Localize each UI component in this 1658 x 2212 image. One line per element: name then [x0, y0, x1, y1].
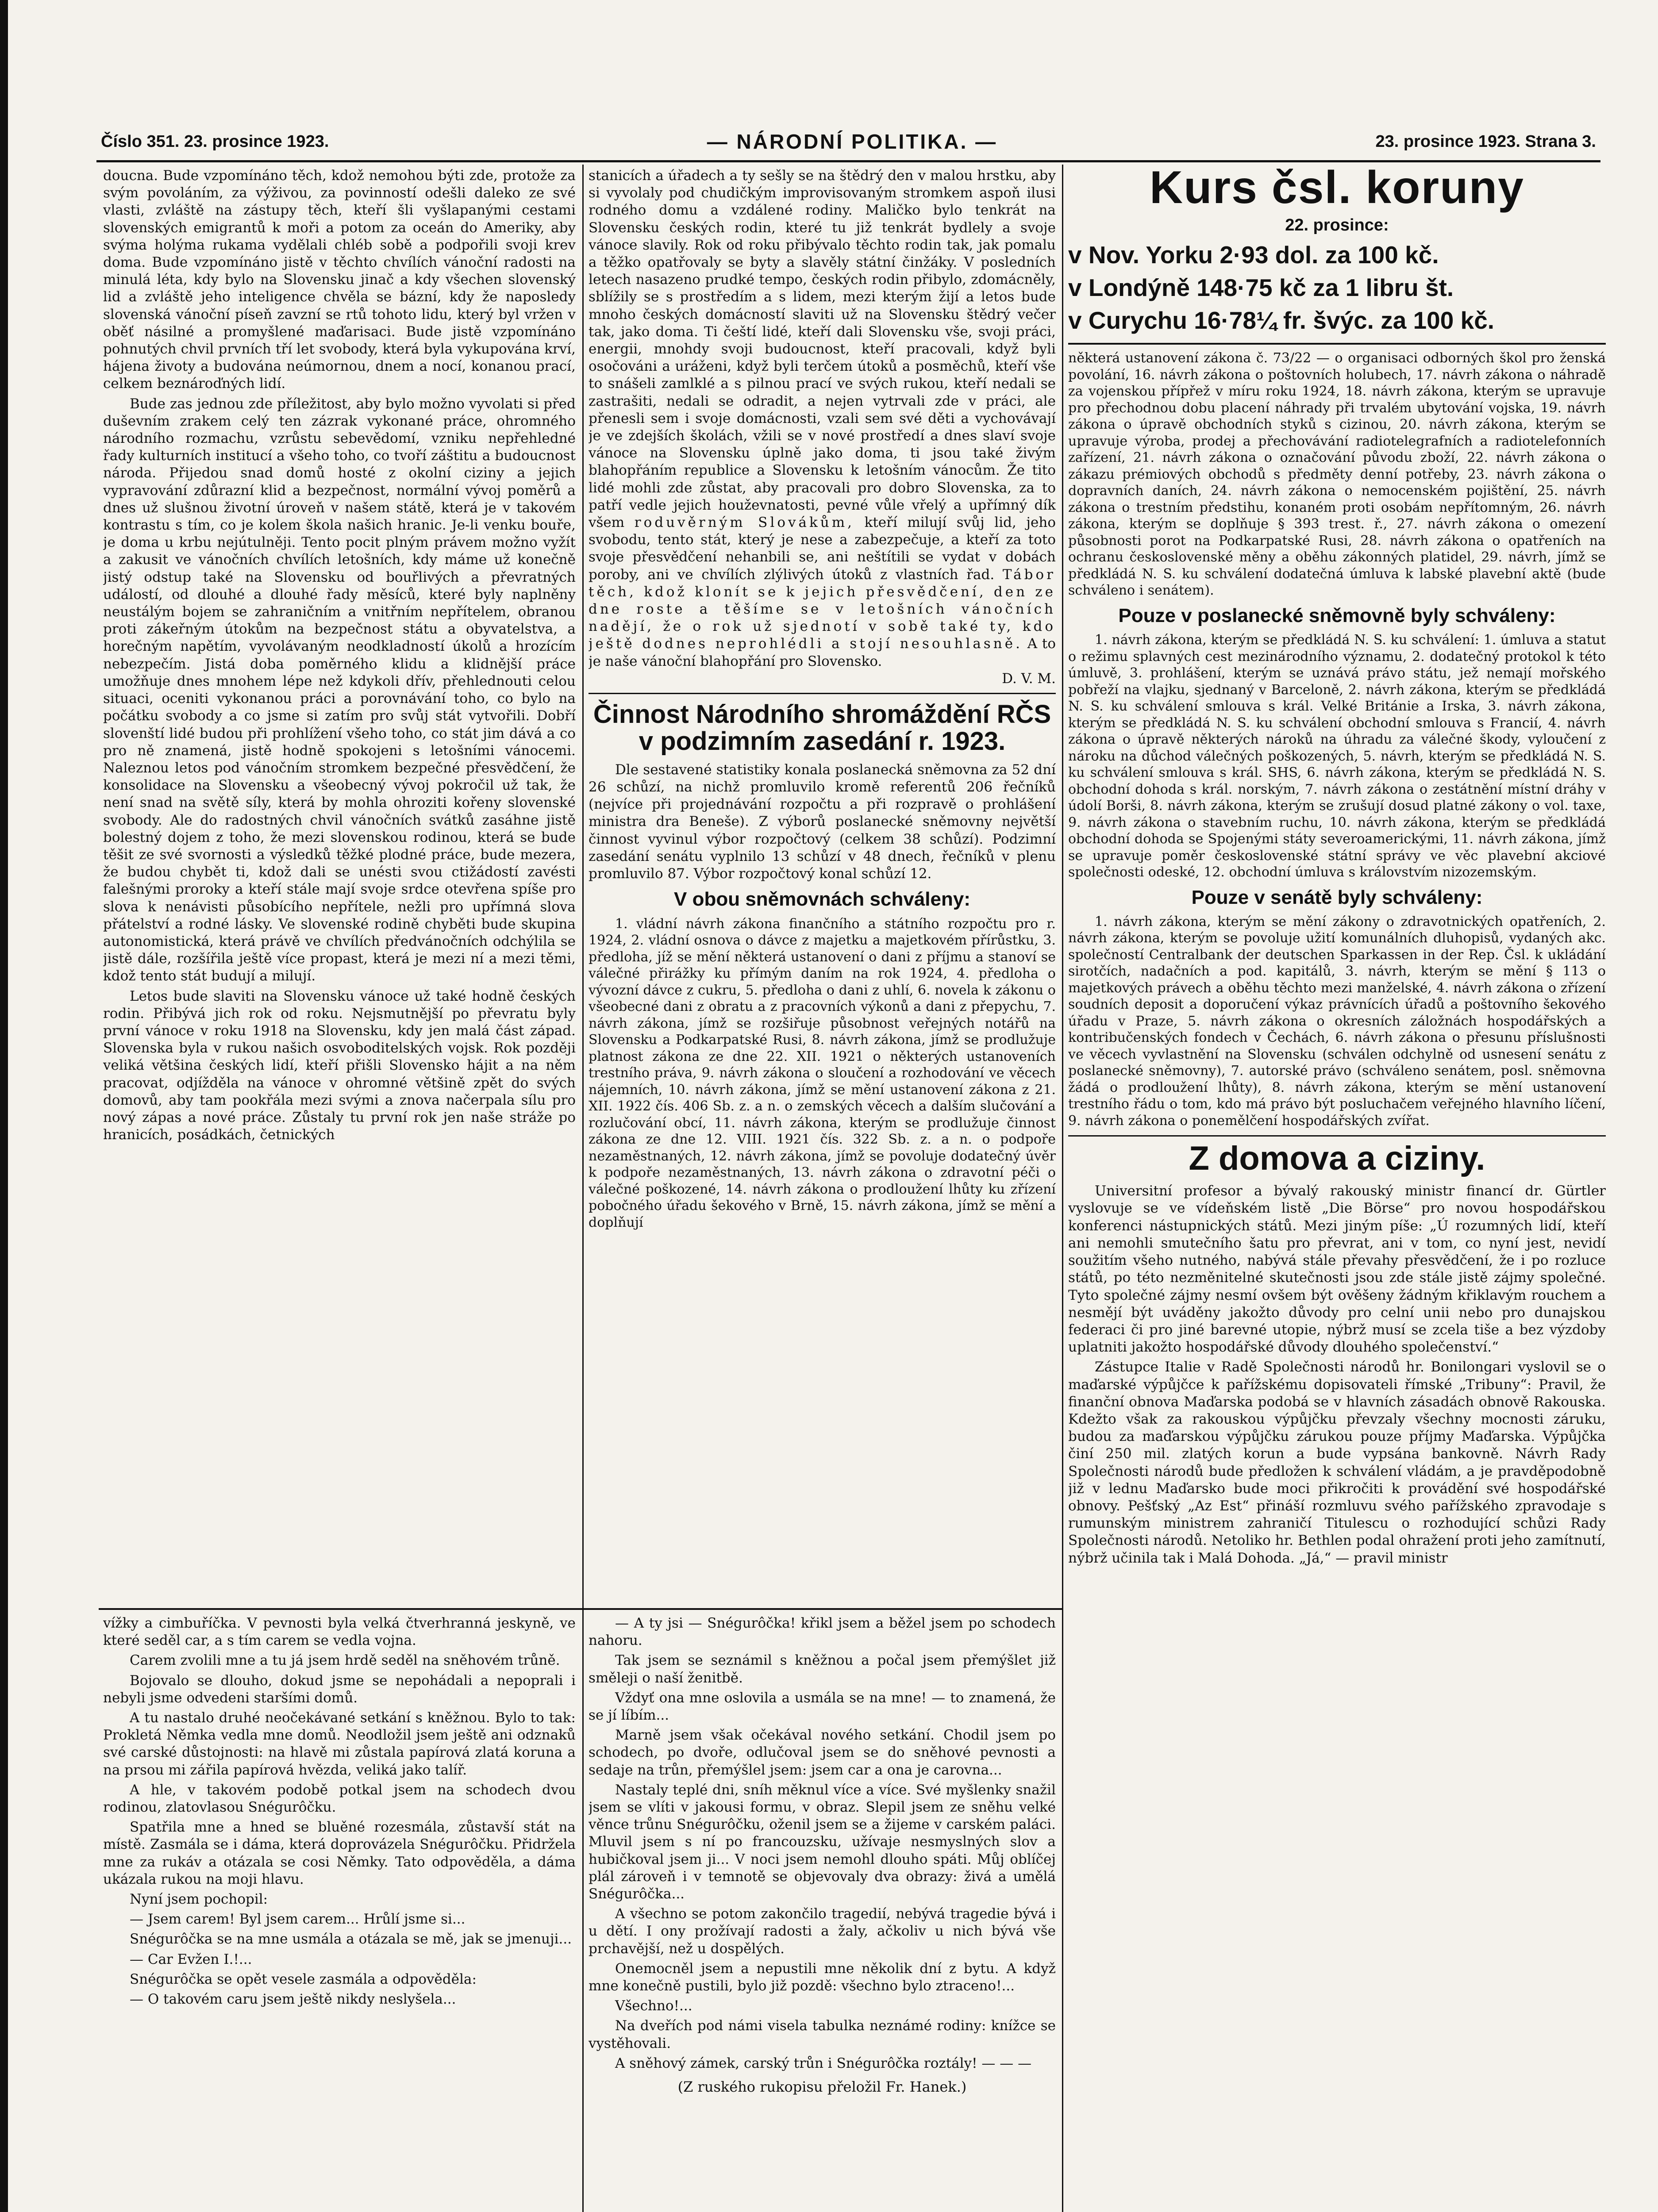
- heading-parliament: Činnost Národního shromáždění RČS v podzimním zasedání r. 1923.: [593, 700, 1051, 756]
- paragraph: Bude zas jednou zde příležitost, aby bylo možno vyvolati si před duševním zrakem celý ten zázrak vykonané práce, ohromného národního rozmachu, vzrůstu sebevědomí, vzniku nepřehledné řady kulturních institucí a všeho toho, co tvoří záštitu a budoucnost národa. Přijedou snad domů hosté z okolní ciziny a jejich vypravování zdůrazní klid a bezpečnost, normální vývoj poměrů a dnes už slušnou životní úroveň v našem státě, která je v takovém kontrastu s tím, co je kolem škola našich hranic. Je-li venku bouře, je doma u krbu nejútulněji. Tento pocit plným právem možno vyžít a zakusit ve vánočních chvílích letošních, kdy máme už konečně jistý odstup také na Slovensku od bouřlivých a převratných událostí, od dlouhé a dlouhé řady měsíců, které byly naplněny neustálým bojem se zahraničním a vnitřním nepřítelem, obranou proti zákeřným útokům na bezpečnost státu a obyvatelstva, a horečným napětím, vyvolávaným neodkladností úkolů a hrozícím nebezpečím. Jistá doba poměrného klidu a klidnější práce umožňuje dnes mnohem lépe než kdykoli dřív, přehlednouti celou situaci, oceniti vykonanou práci a porovnávání toho, co bylo na počátku svobody a co jsme si zatím pro svůj stát vytvořili. Dobří slovenští lidé budou při prohlížení všeho toho, co stát jim dává a co pro ně znamená, jistě hodně spokojeni s letošními vánocemi. Naleznou letos pod vánočním stromkem bezpečné přesvědčení, že konsolidace na Slovensku a všeobecný vývoj pokročil už tak, že není snad na světě síly, která by mohla ohroziti kořeny slovenské svobody. Ale do radostných chvil vánočních svátků zasáhne jistě bolestný dojem z toho, že mezi slovenskou rodinou, která se bude těšit ze své svornosti a výsledků těžké plodné práce, bude mezera, že budou chybět ti, kdož dali se unésti svou ctižádostí zavésti falešnými proroky a kteří stále mají svoje srdce otevřena spíše pro slova k nenávisti působícího nepřítele, nežli pro upřímná slova přátelství a rodné lásky. Ve slovenské rodině chyběti bude skupina autonomistická, která právě ve chvílích předvánočních odchýlila se jistě dále, rozšířila ještě více propast, která je mezi ní a mezi těmi, kdož tento stát budují a milují.: [103, 396, 576, 984]
- feuilleton-rule: [99, 1608, 1062, 1610]
- paragraph: A všechno se potom zakončilo tragedií, nebývá tragedie bývá i u dětí. I ony prožívají radosti a žaly, ačkoliv u nich bývá vše prchavější, než u dospělých.: [589, 1906, 1056, 1957]
- paragraph: Marně jsem však očekával nového setkání. Chodil jsem po schodech, po dvoře, odlučoval jsem se do sněhové pevnosti a sedaje na trůn, přemýšlel jsem: jsem car a ona je carovna...: [589, 1727, 1056, 1778]
- column-3: [1068, 165, 1606, 2212]
- paragraph: Bojovalo se dlouho, dokud jsme se nepohádali a nepoprali i nebyli jsme odvedeni staršími domů.: [103, 1672, 576, 1706]
- exchange-rate-title: Kurs čsl. koruny: [1150, 165, 1524, 213]
- paragraph: 1. návrh zákona, kterým se mění zákony o zdravotnických opatřeních, 2. návrh zákona, kterým se povoluje užití komunálních dluhopisů, vydaných akc. společností Centralbank der deutschen Sparkassen in der Rep. Čsl. k ukládání sirotčích, nadačních a pod. kapitálů, 3. návrh, kterým se mění § 113 o majetkových právech a oběhu těchto mezi manželské, 4. návrh zákona o zřízení soudních deposit a doporučení výkaz právnících úřadů a poštovního šekového úřadu v Praze, 5. návrh zákona o okresních záložnách hospodářských a kontribučenských fondech v Čechách, 6. návrh zákona o přesunu příslušnosti ve věcech vyvlastnění na Slovensku (schválen odchylně od usnesení senátu z poslanecké sněmovny), 7. autorské právo (schváleno senátem, posl. sněmovna žádá o prodloužení lhůty), 8. návrh zákona, kterým se mění ustanovení trestního řádu o tom, kdo má právo být posluchačem veřejného hlavního líčení, 9. návrh zákona o ponemělčení hospodářských zvířat.: [1068, 914, 1606, 1129]
- paragraph: — A ty jsi — Snégurôčka! křikl jsem a běžel jsem po schodech nahoru.: [589, 1615, 1056, 1649]
- paragraph: Zástupce Italie v Radě Společnosti národů hr. Bonilongari vyslovil se o maďarské výpůjčce k pařížskému dopisovateli římské „Tribuny“: Pravil, že finanční obnova Maďarska podobá se v hlavních zásadách obnově Rakouska. Kdežto však za rakouskou výpůjčku převzaly všechny mocnosti záruku, budou za maďarskou výpůjčku zárukou pouze příjmy Maďarska. Výpůjčka činí 250 mil. zlatých korun a bude vypsána bankovně. Návrh Rady Společnosti národů bude předložen k schválení vládám, a je pravděpodobně již v lednu Maďarsko bude moci přikročiti k provádění své hospodářské obnovy. Pešťský „Az Est“ přináší rozmluvu svého pařížského zpravodaje s rumunským ministrem zahraničí Titulescu o rozhodující schůzi Rady Společnosti národů. Netoliko hr. Bethlen podal ohražení proti jeho zamítnutí, nýbrž učinila tak i Malá Dohoda. „Já,“ — pravil ministr: [1068, 1359, 1606, 1566]
- column-rule-2: [1062, 165, 1063, 2212]
- subheading-chamber-only: Pouze v poslanecké sněmovně byly schváleny:: [1118, 604, 1556, 626]
- author-signature: D. V. M.: [1002, 670, 1056, 687]
- column-rule-1: [582, 165, 584, 2212]
- paragraph: některá ustanovení zákona č. 73/22 — o organisaci odborných škol pro ženská povolání, 16. návrh zákona o poštovních holubech, 17. návrh zákona o náhradě za vojenskou přípřež v míru roku 1924, 18. návrh zákona, kterým se upravuje pro přechodnou dobu placení náhrady při trvalém ubytování vojska, 19. návrh zákona o úpravě obchodních styků s cizinou, 20. návrh zákona, kterým se upravuje výroba, prodej a přechovávání radiotelegrafních a radiotelefonních zařízení, 21. návrh zákona o označování původu zboží, 22. návrh zákona o zákazu prémiových obchodů s předměty denní potřeby, 23. návrh zákona o dopravních daních, 24. návrh zákona o nemocenském pojištění, 25. návrh zákona o trestním předstihu, konaném proti osobám nepřítomným, 26. návrh zákona, kterým se doplňuje § 393 trest. ř., 27. návrh zákona o omezení působnosti porot na Podkarpatské Rusi, 28. návrh zákona o opatřeních na ochranu československé měny a oběhu zákonných platidel, 29. návrh, jímž se předkládá N. S. ku schválení dodatečná úmluva k labské plavební aktě (bude schváleno i senátem).: [1068, 350, 1606, 599]
- running-header: [101, 128, 1596, 155]
- paragraph: Na dveřích pod námi visela tabulka neznámé rodiny: knížce se vystěhovali.: [589, 2018, 1056, 2051]
- rate-london: v Londýně 148·75 kč za 1 libru št.: [1068, 274, 1454, 302]
- paragraph: Nastaly teplé dni, sníh měknul více a více. Své myšlenky snažil jsem se vlíti v jakousi formu, v obraz. Slepil jsem ze sněhu velké věnce trůnu Snégurôčku, oženil jsem se a žijeme v carském paláci. Mluvil jsem s ní po francouzsku, užívaje nesmyslných slov a hubičkoval jsem ji... V noci jsem nemohl dlouho spáti. Můj oblíčej plál zároveň i v temnotě se objevovaly dva obrazy: živá a umělá Snégurôčka...: [589, 1782, 1056, 1902]
- subheading-senate-only: Pouze v senátě byly schváleny:: [1191, 886, 1483, 908]
- paragraph: [589, 167, 1056, 670]
- separator: [589, 693, 1056, 694]
- paragraph: Universitní profesor a bývalý rakouský ministr financí dr. Gürtler vyslovuje se ve vídeňském listě „Die Börse“ pro novou hospodářskou konferenci nástupnických států. Mezi jiným píše: „Ú rozumných lidí, kteří ani nemohli smutečního šatu pro převrat, ani v tom, co nyní jest, nevidí soužitím všeho nutného, nabývá stále převahy přesvědčení, že i po rozluce států, po této nezměnitelné skutečnosti jsou zde stále jistě zájmy společné. Tyto společné zájmy nesmí ovšem být ověšeny žádným křiklavým rouchem a nesmějí být uváděny jakožto důvody pro celní unii nebo pro dunajskou federaci či pro jiné barevné utopie, nýbrž musí se zcela tiše a bez výzdoby uplatniti jakožto hospodářské důvody dlouhého společenství.“: [1068, 1183, 1606, 1356]
- issue-number: Číslo 351. 23. prosince 1923.: [101, 132, 329, 151]
- rate-zurich: v Curychu 16·78¼ fr. švýc. za 100 kč.: [1068, 307, 1495, 334]
- paragraph: A sněhový zámek, carský trůn i Snégurôčka roztály! — — —: [615, 2055, 1032, 2071]
- paragraph: Všechno!...: [615, 1998, 692, 2014]
- separator: [1068, 1135, 1606, 1137]
- article-slovensko-continued: [103, 167, 576, 1601]
- text-run: A to je naše vánoční blahopřání pro Slovensko.: [589, 636, 1056, 669]
- paragraph: 1. vládní návrh zákona finančního a státního rozpočtu pro r. 1924, 2. vládní osnova o dávce z majetku a majetkovém přírůstku, 3. předloha, jíž se mění některá ustanovení o dani z příjmu a stanoví se válečné přirážky ku přímým daním na rok 1924, 4. předloha o vývozní dávce z cukru, 5. předloha o dani z uhlí, 6. novela k zákonu o všeobecné dani z obratu a z pracovních výkonů a dani z přepychu, 7. návrh zákona, jímž se rozšiřuje působnost veřejných notářů na Slovensku a Podkarpatské Rusi, 8. návrh zákona, jímž se prodlužuje platnost zákona ze dne 22. XII. 1921 o některých ustanoveních trestního práva, 9. návrh zákona o sloučení a rozhodování ve věcech nájemních, 10. návrh zákona, jímž se mění ustanovení zákona z 21. XII. 1922 čís. 406 Sb. z. a n. o zemských věcech a dalším slučování a rozlučování obcí, 11. návrh zákona, kterým se prodlužuje činnost zákona ze dne 12. VIII. 1921 čís. 322 Sb. z. a n. o podpoře nezaměstnaných, 12. návrh zákona, jímž se povoluje dodatečný úvěr k podpoře nezaměstnaných, 13. návrh zákona o zdravotní péči o válečné poškozené, 14. návrh zákona o prodloužení lhůty ku zřízení pobočného úřadu šekového v Brně, 15. návrh zákona, jímž se mění a doplňují: [589, 916, 1056, 1230]
- page-number: 23. prosince 1923. Strana 3.: [1375, 132, 1596, 151]
- separator: [1068, 343, 1606, 345]
- paragraph: — O takovém caru jsem ještě nikdy neslyšela...: [130, 1991, 456, 2008]
- paragraph: Spatřila mne a hned se bluěné rozesmála, zůstavší stát na místě. Zasmála se i dáma, která doprovázela Snégurôčku. Přidržela mne za rukáv a otázala se cosi Němky. Tato odpověděla, a dáma ukázala rukou na moji hlavu.: [103, 1819, 576, 1887]
- spaced-text: Tábor těch, kdož klonít se k jejich přesvědčení, den ze dne roste a těšíme se v letošních vánočních nadějí, že o rok už sjednotí v sobě také ty, kdo ještě dodnes neprohlédli a stojí nesouhlasně.: [589, 566, 1056, 652]
- paragraph: Vždyť ona mne oslovila a usmála se na mne! — to znamená, že se jí líbím...: [589, 1690, 1056, 1724]
- article-col2: [589, 167, 1056, 1605]
- masthead: — NÁRODNÍ POLITIKA. —: [707, 130, 998, 153]
- paragraph: Snégurôčka se na mne usmála a otázala se mě, jak se jmenuji...: [130, 1931, 572, 1947]
- paragraph: vížky a cimbuříčka. V pevnosti byla velká čtverhranná jeskyně, ve které seděl car, a s tím carem se vedla vojna.: [103, 1615, 576, 1649]
- paragraph: A hle, v takovém podobě potkal jsem na schodech dvou rodinou, zlatovlasou Snégurôčku.: [103, 1782, 576, 1816]
- paragraph: 1. návrh zákona, kterým se předkládá N. S. ku schválení: 1. úmluva a statut o režimu splavných cest mezinárodního významu, 2. dodatečný protokol k této úmluvě, 3. prohlášení, kterým se uznává právo státu, jež nemají mořského pobřeží na vlajku, sjednaný v Barceloně, 2. návrh zákona, kterým se předkládá N. S. ku schválení smlouva s král. Velké Británie a Irska, 3. návrh zákona, kterým se předkládá N. S. ku schválení obchodní smlouva s Francií, 4. návrh zákona o úpravě některých nároků na úhradu za válečné škody, vyloučení z nároku na důchod válečných poškozených, 5. návrh, kterým se předkládá N. S. ku schválení smlouva s král. SHS, 6. návrh zákona, kterým se předkládá N. S. obchodní dohoda s král. norským, 7. návrh zákona o zestátnění místní dráhy v údolí Borši, 8. návrh zákona, kterým se zrušují dosud platné zákony o vol. taxe, 9. návrh zákona o stavebním ruchu, 10. návrh zákona, kterým se předkládá obchodní dohoda se Spojenými státy severoamerickými, 11. návrh zákona, jímž se upravuje poměr československé státní správy ve věc plavební akciové společnosti odeské, 12. obchodní úmluva s královstvím nizozemským.: [1068, 632, 1606, 880]
- rate-new-york: v Nov. Yorku 2·93 dol. za 100 kč.: [1068, 241, 1439, 269]
- subheading-both-chambers: V obou sněmovnách schváleny:: [674, 888, 970, 910]
- exchange-rate-date: 22. prosince:: [1285, 216, 1389, 234]
- story-part-1: [103, 1615, 576, 2212]
- paragraph: — Jsem carem! Byl jsem carem... Hrůlí jsme si...: [130, 1911, 465, 1928]
- paragraph: Snégurôčka se opět vesele zasmála a odpověděla:: [130, 1971, 477, 1987]
- paragraph: Dle sestavené statistiky konala poslanecká sněmovna za 52 dní 26 schůzí, na nichž promluvilo kromě referentů 206 řečníků (nejvíce při projednávání rozpočtu a při rozpravě o prohlášení ministra dra Beneše). Z výborů poslanecké sněmovny největší činnost vyvinul výbor rozpočtový (celkem 38 schůzí). Podzimní zasedání senátu vyplnilo 13 schůzí v 48 dnech, řečníků v plenu promluvilo 87. Výbor rozpočtový konal schůzí 12.: [589, 761, 1056, 882]
- paragraph: A tu nastalo druhé neočekávané setkání s kněžnou. Bylo to tak: Prokletá Němka vedla mne domů. Neodložil jsem ještě ani odznaků své carské důstojnosti: na hlavě mi zůstala papírová zlatá koruna a na prsou mi zářila papírová hvězda, veliká jako talíř.: [103, 1710, 576, 1778]
- paragraph: — Car Evžen I.!...: [130, 1951, 252, 1967]
- story-part-2: [589, 1615, 1056, 2212]
- heading-home-and-abroad: Z domova a ciziny.: [1189, 1140, 1485, 1178]
- paragraph: Onemocněl jsem a nepustili mne několik dní z bytu. A když mne konečně pustili, bylo již pozdě: všechno bylo ztraceno!...: [589, 1960, 1056, 1994]
- paragraph: Tak jsem se seznámil s kněžnou a počal jsem přemýšlet již směleji o naší ženitbě.: [589, 1652, 1056, 1686]
- text-run: kteří milují svůj lid, jeho svobodu, tento stát, který je nese a zabezpečuje, a kteří za toto svoje přesvědčení nehanbili se, ani neštítili se vydat v dobách poroby, ani ve chvílích zlýlivých útoků z vlastních řad.: [589, 515, 1056, 583]
- paragraph: Carem zvolili mne a tu já jsem hrdě seděl na sněhovém trůně.: [130, 1652, 560, 1669]
- header-rule: [96, 160, 1600, 162]
- paragraph: Nyní jsem pochopil:: [130, 1891, 268, 1908]
- spaced-text: roduvěrným Slovákům,: [634, 515, 854, 531]
- exchange-rate-box: [1068, 165, 1606, 337]
- translator-credit: (Z ruského rukopisu přeložil Fr. Hanek.): [677, 2078, 967, 2096]
- text-run: stanicích a úřadech a ty sešly se na štědrý den v malou hrstku, aby si vyvolaly pod chudičkým improvisovaným stromkem aspoň ilusi rodného domu a vzdálené rodiny. Maličko bylo tenkrát na Slovensku českých rodin, které tu již tenkrát bydlely a svoje vánoce slavily. Rok od roku přibývalo těchto rodin tak, jak pomalu a těžko opatřovaly se byty a slavěly státní činžáky. V posledních letech nasazeno prudké tempo, českých rodin přibylo, zdomácněly, sblížily se s prostředím a s lidem, mezi kterým žijí a letos bude mnoho českých domácností slaviti už na Slovensku štědrý večer tak, jako doma. Ti čeští lidé, kteří dali Slovensku vše, svoji práci, energii, mnohdy svoji budoucnost, kteří pracovali, když byli osočováni a uráženi, když byli terčem útoků a posměchů, kteří vše to snášeli zamlklé a s pilnou prací ve svých rukou, kteří nedali se zastrašiti, nedali se odradit, a nejen vytrvali zde v práci, ale přenesli sem i svoje domácnosti, vzali sem své děti a vychovávají je ve zdejších školách, vžili se v nové prostředí a dnes slaví svoje vánoce na Slovensku úplně jako doma, ti jsou také živým blahopřáním republice a Slovensku k letošním vánocům. Že tito lidé mohli zde zůstat, aby pracovali pro dobro Slovenska, za to patří vedle jejich houževnatosti, pevné vůle vřelý a upřímný dík všem: [589, 168, 1056, 531]
- paragraph: Letos bude slaviti na Slovensku vánoce už také hodně českých rodin. Přibývá jich rok od roku. Nejsmutnější po převratu byly první vánoce v roku 1918 na Slovensku, kdy jen malá část západ. Slovenska byla v rukou našich osvoboditelských vojsk. Rok později veliká většina českých lidí, kteří přišli Slovensko hájit a na něm pracovat, odjížděla na vánoce v ohromné většině zpět do svých domovů, aby tam pookřála mezi svými a znova načerpala sílu pro nový zápas a nové práce. Zůstaly tu první rok jen naše stráže po hranicích, posádkách, četnických: [103, 988, 576, 1143]
- paragraph: doucna. Bude vzpomínáno těch, kdož nemohou býti zde, protože za svým povoláním, za výživou, za povinností odešli daleko ze své vlasti, zvláště na zástupy těch, kteří šli vyšlapanými cestami slovenských emigrantů k moři a potom za oceán do Ameriky, aby svýma holýma rukama vydělali chléb sobě a podpořili svoji krev doma. Bude vzpomínáno jistě v těchto chvílích vánoční radosti na minulá léta, kdy bylo na Slovensku jinač a kdy všechen slovenský lid a zvláště jeho inteligence chvěla se bázní, kdy že naposledy slovenská vánoční píseň zavzní se rtů tohoto lidu, který byl vržen v oběť násilné a promyšlené maďarisaci. Bude jistě vzpomínáno pohnutých chvil prvních tří let svobody, která byla vykupována krví, hájena životy a budována neúmornou, dnem a nocí, konanou prací, celkem beznároďných lidí.: [103, 168, 576, 392]
